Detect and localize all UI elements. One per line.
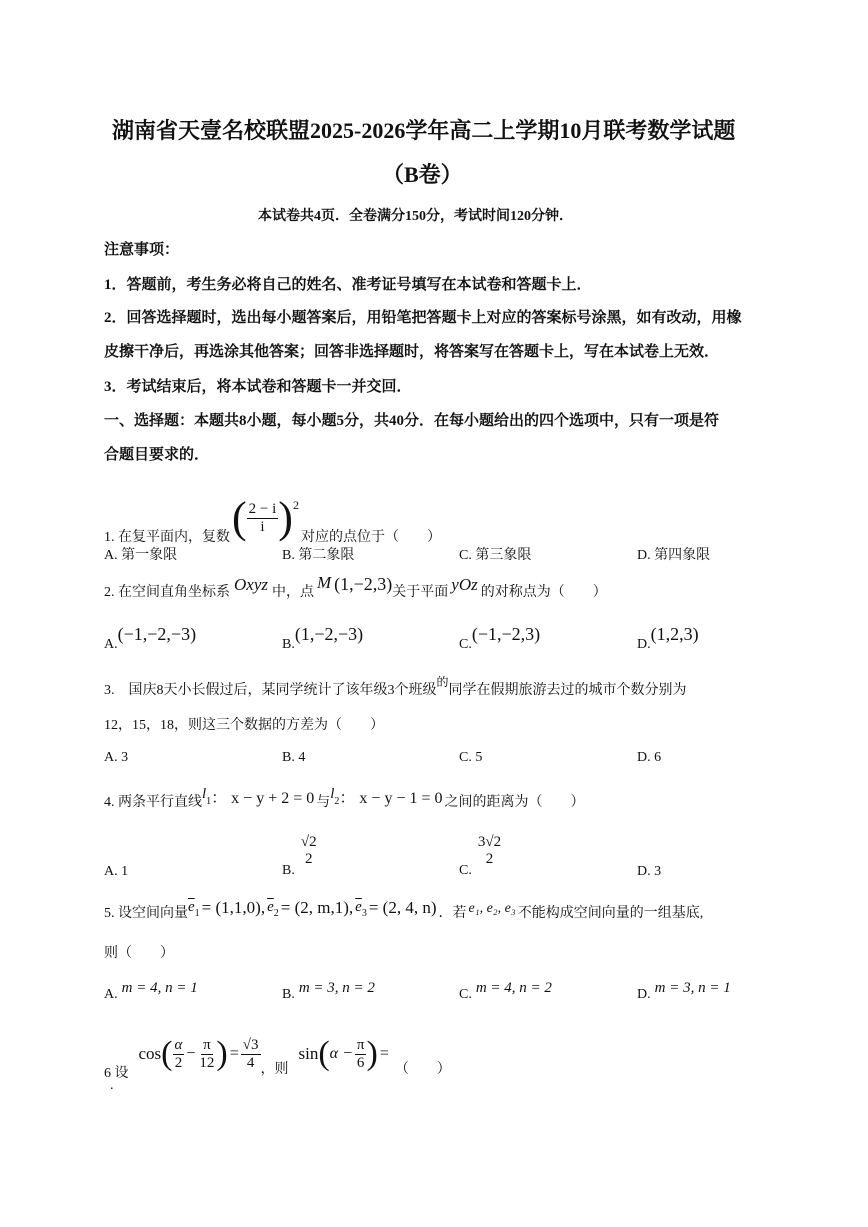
question-1-fraction — [247, 501, 279, 535]
alpha-over-2 — [173, 1037, 185, 1071]
option-value: (1,−2,−3) — [294, 624, 364, 644]
option-letter: D. — [637, 637, 651, 652]
section-heading-line-1: 一、选择题：本题共8小题，每小题5分，共40分．在每小题给出的四个选项中，只有一项是符 — [104, 413, 720, 429]
question-4-prefix: 4. 两条平行直线 — [104, 795, 202, 810]
fraction-denominator: 2 — [485, 850, 494, 867]
option-5a — [104, 980, 198, 1002]
question-1-suffix: 对应的点位于（ ） — [300, 530, 441, 545]
question-5-line-2: 则（ ） — [104, 946, 174, 961]
vector-e1-value: = (1,1,0), — [201, 898, 266, 917]
option-5d — [637, 980, 731, 1002]
option-1d: D. 第四象限 — [637, 548, 711, 563]
plane-label: yOz — [451, 575, 478, 594]
option-5c — [459, 980, 552, 1002]
fraction-denominator: i — [260, 518, 265, 535]
left-paren: ( — [161, 1035, 173, 1072]
fraction-denominator: 2 — [304, 850, 313, 867]
vector-e1-subscript: 1 — [194, 908, 200, 919]
option-value: m = 4, n = 1 — [121, 980, 198, 996]
vector-e2-subscript: 2 — [273, 908, 279, 919]
right-paren: ) — [216, 1035, 228, 1072]
option-letter: A. — [104, 987, 118, 1002]
note-item-3: 3．考试结束后，将本试卷和答题卡一并交回． — [104, 379, 412, 395]
option-3b: B. 4 — [282, 750, 306, 765]
sin-function: sin — [298, 1044, 319, 1063]
option-2a — [104, 624, 197, 652]
option-1a: A. 第一象限 — [104, 548, 178, 563]
option-4b-fraction — [299, 834, 319, 867]
fraction-numerator: 2 − i — [248, 501, 277, 517]
line-2-subscript: 2 — [334, 796, 340, 807]
line-2-equation: ： x − y − 1 = 0 — [339, 790, 443, 807]
option-letter: C. — [459, 987, 472, 1002]
option-4c — [459, 834, 503, 879]
option-value: (−1,−2,3) — [471, 624, 541, 644]
fraction-denominator: 4 — [246, 1054, 255, 1071]
option-3c: C. 5 — [459, 750, 483, 765]
section-heading-line-2: 合题目要求的． — [104, 447, 210, 463]
option-letter: A. — [104, 637, 118, 652]
option-value: m = 3, n = 1 — [654, 980, 731, 996]
question-5-prefix: 5. 设空间向量 — [104, 906, 188, 921]
question-6 — [104, 1026, 451, 1082]
page-title-volume: （B卷） — [382, 162, 463, 187]
question-4-mid: 与 — [316, 795, 331, 810]
option-4b — [282, 834, 319, 879]
exam-info: 本试卷共4页．全卷满分150分，考试时间120分钟． — [258, 209, 573, 224]
vector-e3: $\overline{e}$ — [355, 899, 362, 915]
exponent: 2 — [292, 498, 299, 512]
line-2-label: l — [330, 786, 335, 802]
option-4c-fraction — [476, 834, 503, 867]
option-letter: C. — [459, 637, 472, 652]
option-letter: D. — [637, 987, 651, 1002]
question-6-then: ，则 — [260, 1062, 289, 1077]
option-3d: D. 6 — [637, 750, 662, 765]
option-4d: D. 3 — [637, 864, 662, 879]
option-2d — [637, 624, 699, 652]
vector-e2: $\overline{e}$ — [267, 899, 274, 915]
option-letter: B. — [282, 863, 295, 878]
left-paren: ( — [232, 493, 247, 542]
fraction-numerator: π — [356, 1037, 365, 1053]
question-2-suffix: 的对称点为（ ） — [480, 585, 607, 600]
alpha-minus: α − — [329, 1045, 353, 1062]
equals-sign: = — [379, 1045, 389, 1062]
option-4a: A. 1 — [104, 864, 129, 879]
question-6-dot: . — [110, 1078, 114, 1093]
note-item-1: 1．答题前，考生务必将自己的姓名、准考证号填写在本试卷和答题卡上． — [104, 277, 592, 293]
cos-function: cos — [138, 1044, 162, 1063]
fraction-denominator: 6 — [356, 1054, 365, 1071]
question-5-suffix: 不能构成空间向量的一组基底, — [517, 906, 704, 921]
vector-list: e₁, e₂, e₃ — [468, 901, 516, 916]
question-3-text-b: 同学在假期旅游去过的城市个数分别为 — [448, 683, 687, 698]
vector-e3-subscript: 3 — [361, 908, 367, 919]
fraction-denominator: 12 — [199, 1054, 215, 1071]
line-1-label: l — [202, 786, 207, 802]
point-coords: (1,−2,3) — [334, 574, 393, 594]
vector-e1: $\overline{e}$ — [188, 899, 195, 915]
fraction-numerator: √3 — [242, 1037, 259, 1053]
option-2c — [459, 624, 541, 652]
left-paren: ( — [318, 1035, 330, 1072]
option-1b: B. 第二象限 — [282, 548, 355, 563]
question-6-suffix: （ ） — [394, 1062, 451, 1077]
option-letter: B. — [282, 987, 295, 1002]
question-2-prefix: 2. 在空间直角坐标系 — [104, 585, 230, 600]
equals-sign: = — [229, 1045, 239, 1062]
notes-heading: 注意事项： — [104, 242, 180, 258]
option-2b — [282, 624, 364, 652]
note-item-2-line-2: 皮擦干净后，再选涂其他答案；回答非选择题时，将答案写在答题卡上，写在本试卷上无效． — [104, 344, 720, 360]
question-2-mid2: 关于平面 — [392, 585, 449, 600]
question-1-prefix: 1. 在复平面内，复数 — [104, 530, 230, 545]
question-2 — [104, 573, 607, 601]
sqrt3-over-4 — [241, 1037, 261, 1071]
question-4 — [104, 788, 585, 811]
pi-over-12 — [197, 1037, 216, 1071]
fraction-numerator: 3√2 — [477, 834, 502, 850]
page-title: 湖南省天壹名校联盟2025-2026学年高二上学期10月联考数学试题 — [112, 118, 736, 143]
point-label: M — [316, 573, 332, 592]
option-letter: C. — [459, 863, 472, 878]
fraction-denominator: 2 — [174, 1054, 183, 1071]
option-value: (1,2,3) — [650, 624, 699, 644]
option-value: m = 4, n = 2 — [475, 980, 552, 996]
vector-e3-value: = (2, 4, n) — [368, 898, 437, 917]
question-4-suffix: 之间的距离为（ ） — [444, 795, 585, 810]
question-3-line-2: 12，15，18，则这三个数据的方差为（ ） — [104, 718, 384, 733]
option-value: (−1,−2,−3) — [117, 624, 197, 644]
note-item-2-line-1: 2．回答选择题时，选出每小题答案后，用铅笔把答题卡上对应的答案标号涂黑，如有改动，用橡 — [104, 310, 742, 326]
fraction-numerator: π — [203, 1037, 211, 1053]
option-value: m = 3, n = 2 — [298, 980, 375, 996]
question-3-text-a: 3. 国庆8天小长假过后，某同学统计了该年级3个班级 — [104, 683, 437, 698]
pi-over-6 — [355, 1037, 367, 1071]
right-paren: ) — [366, 1035, 378, 1072]
line-1-subscript: 1 — [206, 796, 212, 807]
minus-sign: − — [186, 1045, 196, 1062]
option-5b — [282, 980, 375, 1002]
question-6-prefix: 6 设 — [104, 1066, 129, 1081]
option-1c: C. 第三象限 — [459, 548, 532, 563]
fraction-numerator: α — [174, 1037, 183, 1053]
option-3a: A. 3 — [104, 750, 129, 765]
option-letter: B. — [282, 637, 295, 652]
right-paren: ) — [278, 493, 293, 542]
line-1-equation: ： x − y + 2 = 0 — [211, 790, 315, 807]
question-1-expression — [232, 493, 299, 542]
question-3-de: 的 — [436, 675, 449, 689]
question-2-mid: 中，点 — [271, 585, 314, 600]
vector-e2-value: = (2, m,1), — [280, 898, 354, 917]
question-5-line-1 — [104, 898, 704, 922]
fraction-numerator: √2 — [300, 834, 317, 850]
question-3-line-1 — [104, 675, 687, 699]
coordinate-system: Oxyz — [234, 575, 268, 594]
question-5-mid: ．若 — [438, 906, 467, 921]
